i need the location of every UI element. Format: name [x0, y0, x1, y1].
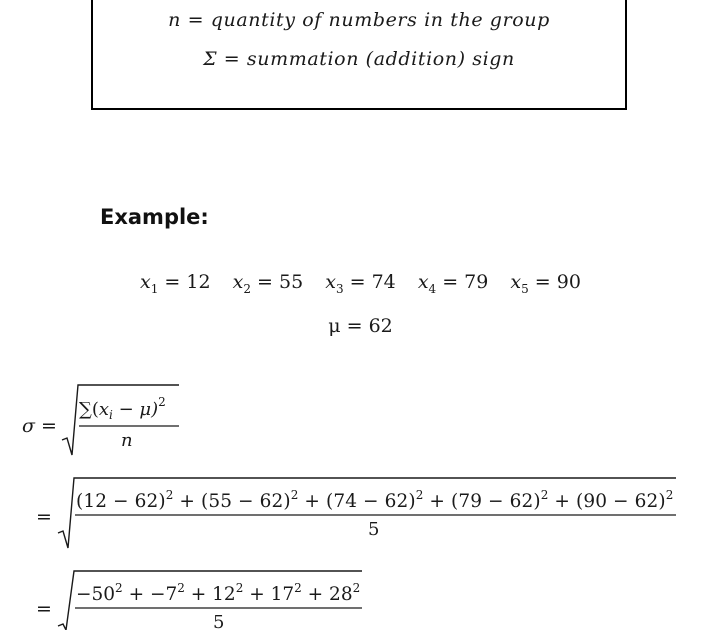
step1-term-5: $(90 - 62)^2$	[576, 488, 674, 512]
step1-term-2: $(55 - 62)^2$ +	[201, 488, 326, 512]
sigma-lhs: σ =	[22, 415, 57, 437]
step2-term-1: $-50^2$ +	[76, 581, 150, 605]
formula-numerator: $\sum(x_i - \mu)^2$	[79, 395, 166, 422]
data-value-x5: $x_5 = 90$	[510, 271, 581, 296]
step1-equals: =	[36, 506, 52, 528]
formula-denominator: n	[121, 430, 133, 451]
step2-term-5: $28^2$	[329, 581, 361, 605]
step2-term-3: $12^2$ +	[212, 581, 271, 605]
step2-term-4: $17^2$ +	[270, 581, 330, 605]
step2-equals: =	[36, 598, 52, 620]
definition-n: n = quantity of numbers in the group	[168, 9, 550, 31]
step1-numerator	[76, 488, 673, 512]
definitions-box	[91, 0, 627, 110]
step1-denominator: 5	[368, 519, 380, 540]
step1-term-3: $(74 - 62)^2$ +	[326, 488, 451, 512]
data-value-x3: $x_3 = 74$	[325, 271, 396, 296]
step2-denominator: 5	[213, 612, 225, 630]
step1-term-1: $(12 - 62)^2$ +	[76, 488, 201, 512]
step1-term-4: $(79 - 62)^2$ +	[451, 488, 576, 512]
step2-term-2: $-7^2$ +	[149, 581, 213, 605]
data-value-x1: $x_1 = 12$	[140, 271, 211, 296]
example-heading: Example:	[100, 205, 209, 229]
definition-sigma: Σ = summation (addition) sign	[203, 48, 515, 70]
mean-value-line: μ = 62	[328, 315, 393, 337]
data-value-x4: $x_4 = 79$	[417, 271, 489, 296]
data-value-x2: $x_2 = 55$	[232, 271, 304, 296]
step2-numerator	[76, 581, 360, 605]
data-values-line	[0, 271, 721, 296]
